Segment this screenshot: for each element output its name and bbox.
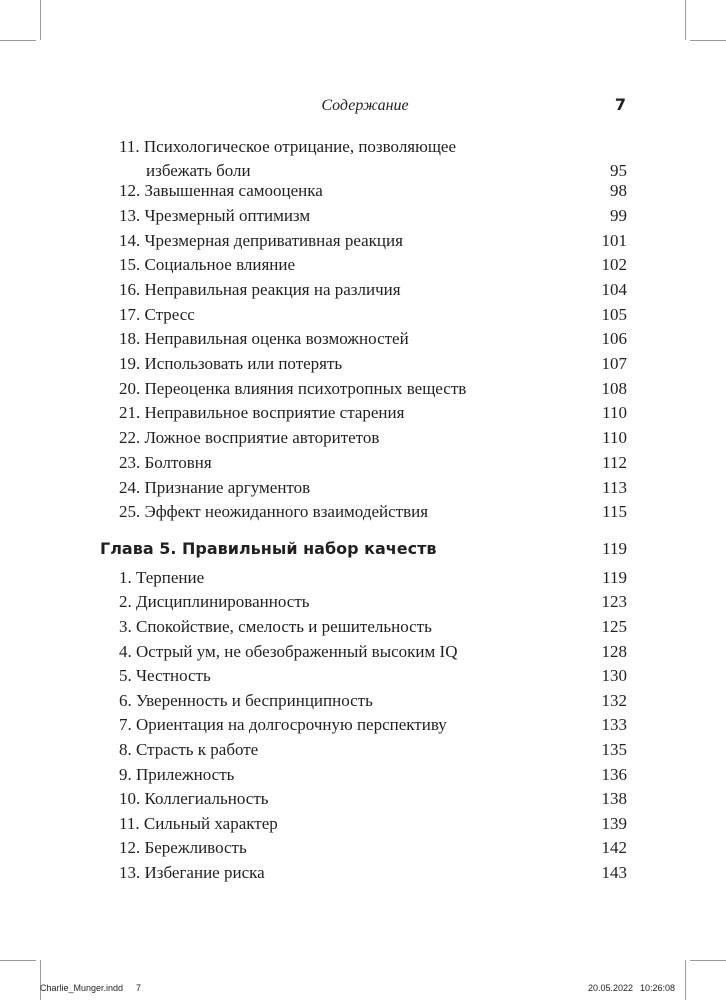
crop-mark-top-right (685, 0, 686, 40)
toc-entry-label: 23. Болтовня (119, 453, 212, 472)
toc-entry-page: 119 (602, 568, 627, 587)
chapter-heading-page: 119 (602, 539, 627, 558)
toc-entry (119, 179, 627, 203)
toc-entry-page: 99 (610, 206, 627, 225)
toc-entry-label: 25. Эффект неожиданного взаимодействия (119, 502, 429, 521)
toc-entry-label: 4. Острый ум, не обезображенный высоким IQ (119, 642, 458, 661)
toc-entry-label: 6. Уверенность и беспринципность (119, 691, 373, 710)
toc-entry (119, 229, 627, 253)
toc-entry (119, 590, 627, 614)
toc-entry-label: 14. Чрезмерная депривативная реакция (119, 231, 403, 250)
toc-entry (119, 566, 627, 590)
toc-entry (119, 640, 627, 664)
toc-entry (119, 327, 627, 351)
crop-mark-top-left (40, 0, 41, 40)
toc-entry (119, 738, 627, 762)
toc-entry-label: 3. Спокойствие, смелость и решительность (119, 617, 432, 636)
toc-entry (119, 476, 627, 500)
toc-entry-page: 110 (602, 428, 627, 447)
toc-entry-page: 135 (601, 740, 627, 759)
toc-entry-label: 19. Использовать или потерять (119, 354, 343, 373)
toc-entry (119, 664, 627, 688)
toc-entry-label: 22. Ложное восприятие авторитетов (119, 428, 380, 447)
toc-entry-label: 21. Неправильное восприятие старения (119, 403, 405, 422)
toc-entry-label: 13. Избегание риска (119, 863, 265, 882)
toc-entry-page: 110 (602, 403, 627, 422)
toc-entry (119, 352, 627, 376)
toc-entry (119, 861, 627, 885)
toc-entry (119, 451, 627, 475)
toc-entry (119, 303, 627, 327)
toc-entry-page: 138 (601, 789, 627, 808)
toc-entry-label: 17. Стресс (119, 305, 195, 324)
toc-entry-page: 105 (601, 305, 627, 324)
toc-entry-page: 112 (602, 453, 627, 472)
toc-entry-page: 139 (601, 814, 627, 833)
toc-entry-page: 102 (601, 255, 627, 274)
toc-entry (119, 713, 627, 737)
toc-entry-page: 133 (601, 715, 627, 734)
toc-entry-page: 136 (601, 765, 627, 784)
toc-entry-label: 5. Честность (119, 666, 211, 685)
slug-file-name: Charlie_Munger.indd (40, 983, 124, 993)
crop-mark-left-bottom (0, 960, 36, 961)
slug-time: 10:26:08 (640, 983, 676, 993)
toc-entry (119, 253, 627, 277)
chapter-heading (100, 537, 627, 561)
toc-entry-page: 132 (601, 691, 627, 710)
toc-entry-label: 1. Терпение (119, 568, 205, 587)
toc-entry-label: 11. Сильный характер (119, 814, 278, 833)
toc-entry (119, 426, 627, 450)
toc-entry-label-line: 11. Психологическое отрицание, позволяющее (119, 137, 457, 156)
running-head-title: Содержание (321, 97, 409, 114)
toc-entry-page: 95 (610, 161, 627, 180)
toc-entry-page: 113 (602, 478, 627, 497)
toc-entry-label: 15. Социальное влияние (119, 255, 296, 274)
toc-entry-page: 98 (610, 181, 627, 200)
toc-entry-label: 9. Прилежность (119, 765, 235, 784)
toc-entry (119, 500, 627, 524)
toc-entry-label: 7. Ориентация на долгосрочную перспективу (119, 715, 447, 734)
toc-entry-label: 16. Неправильная реакция на различия (119, 280, 401, 299)
toc-entry-page: 123 (601, 592, 627, 611)
toc-entry-page: 106 (601, 329, 627, 348)
toc-entry-label: 8. Страсть к работе (119, 740, 259, 759)
crop-mark-bottom-right (685, 960, 686, 1000)
toc-entry-page: 115 (602, 502, 627, 521)
toc-entry-label: 13. Чрезмерный оптимизм (119, 206, 311, 225)
crop-mark-bottom-left (40, 960, 41, 1000)
page-number: 7 (614, 95, 626, 114)
toc-entry (119, 689, 627, 713)
toc-entry-label: 24. Признание аргументов (119, 478, 311, 497)
toc-entry-label: 10. Коллегиальность (119, 789, 269, 808)
toc-entry-page: 108 (601, 379, 627, 398)
toc-entry-page: 143 (601, 863, 627, 882)
toc-entry-label: 20. Переоценка влияния психотропных веществ (119, 379, 467, 398)
toc-entry (119, 615, 627, 639)
toc-entry (119, 204, 627, 228)
toc-entry-page: 142 (601, 838, 627, 857)
toc-entry-label: 2. Дисциплинированность (119, 592, 310, 611)
running-head (0, 95, 726, 119)
toc-entry-page: 125 (601, 617, 627, 636)
toc-entry (119, 401, 627, 425)
toc-entry (119, 836, 627, 860)
toc-entry-label-line: избежать боли (146, 161, 251, 180)
toc-entry (119, 135, 627, 183)
toc-entry (119, 278, 627, 302)
crop-mark-right-top (690, 40, 726, 41)
toc-entry-label: 18. Неправильная оценка возможностей (119, 329, 409, 348)
slug-date: 20.05.2022 (588, 983, 634, 993)
crop-mark-right-bottom (690, 960, 726, 961)
slug-file-page: 7 (136, 983, 142, 993)
toc-entry-page: 104 (601, 280, 627, 299)
toc-entry (119, 812, 627, 836)
toc-entry (119, 377, 627, 401)
crop-mark-left-top (0, 40, 36, 41)
toc-entry-page: 130 (601, 666, 627, 685)
toc-entry (119, 763, 627, 787)
toc-entry-page: 101 (601, 231, 627, 250)
toc-entry-label: 12. Завышенная самооценка (119, 181, 323, 200)
toc-entry-label: 12. Бережливость (119, 838, 247, 857)
chapter-heading-label: Глава 5. Правильный набор качеств (100, 539, 437, 558)
toc-entry-page: 107 (601, 354, 627, 373)
toc-entry-page: 128 (601, 642, 627, 661)
toc-entry (119, 787, 627, 811)
